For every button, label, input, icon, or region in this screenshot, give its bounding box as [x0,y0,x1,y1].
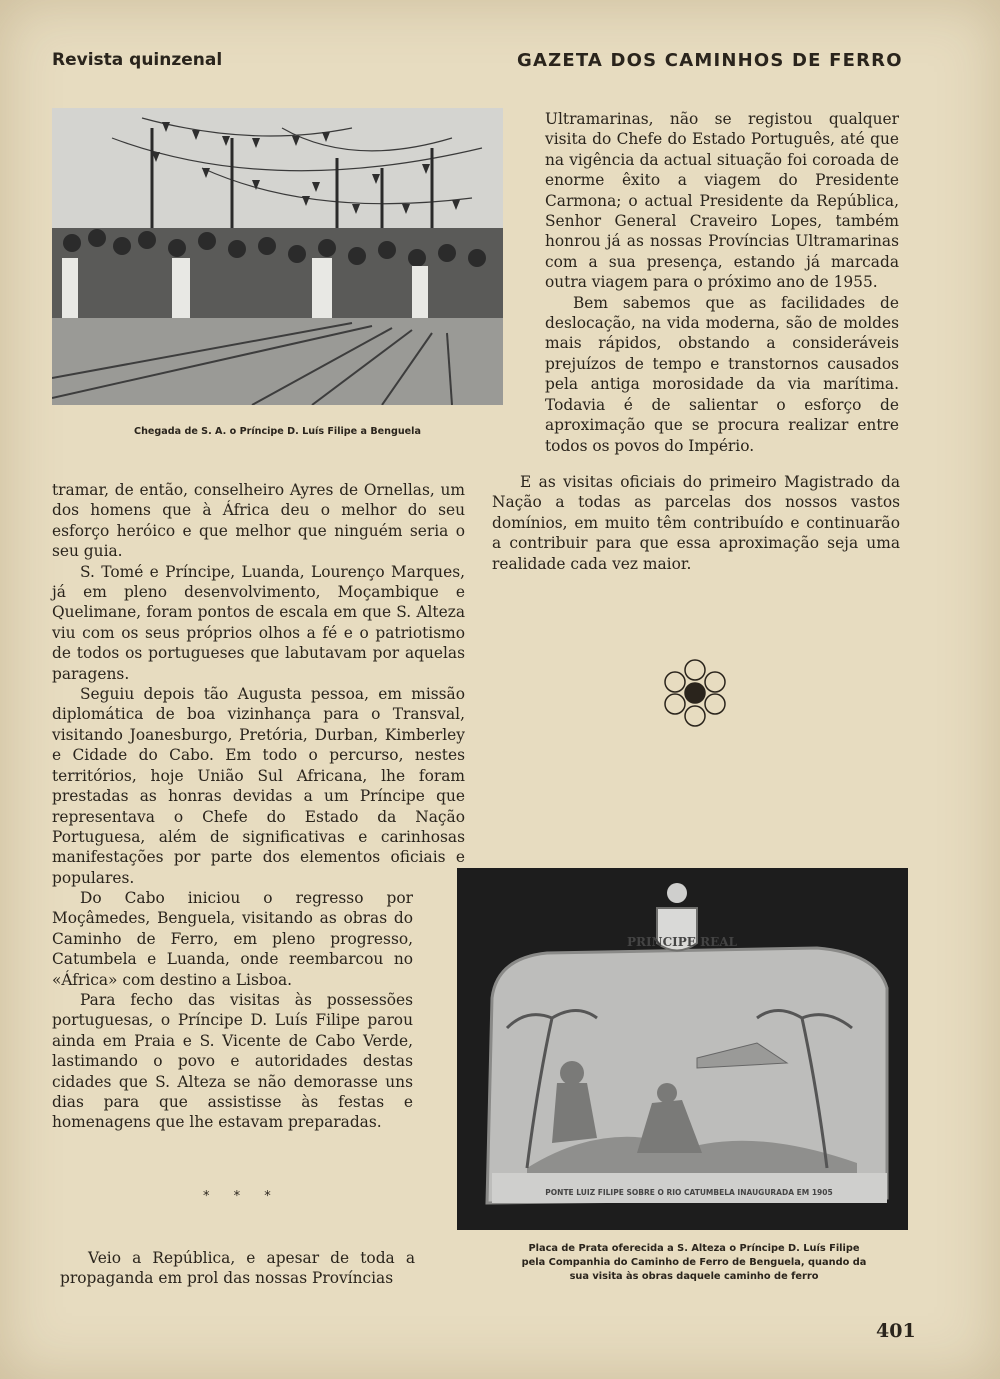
paragraph: tramar, de então, conselheiro Ayres de Ornellas, um dos homens que à África deu o melhor do seu esforço heróico e que melhor que ninguém seria o seu guia. [52,481,465,561]
running-header-right: GAZETA DOS CAMINHOS DE FERRO [517,50,903,71]
right-column-lower [492,472,900,574]
photo-caption: Chegada de S. A. o Príncipe D. Luís Filipe a Benguela [134,426,421,437]
paragraph: Veio a República, e apesar de toda a propaganda em prol das nossas Províncias [60,1249,415,1288]
bottom-left-paragraph [60,1248,415,1289]
paragraph: S. Tomé e Príncipe, Luanda, Lourenço Marques, já em pleno desenvolvimento, Moçambique e Quelimane, foram pontos de escala em que S. Alteza viu com os seus próprios olhos a fé e o patriotismo de todos os portugueses que labutavam por aquelas paragens. [52,562,465,683]
silver-plaque-photo [457,868,908,1230]
page-number: 401 [876,1320,916,1342]
paragraph: Bem sabemos que as facilidades de deslocação, na vida moderna, são de moldes mais rápidos, obstando a consideráveis prejuízos de tempo e transtornos causados pela antiga morosidade da via marítima. Todavia é de salientar o esforço de aproximação que se procura realizar entre todos os povos do Império. [545,293,899,455]
plaque-caption: Placa de Prata oferecida a S. Alteza o Príncipe D. Luís Filipe pela Companhia do Caminho de Ferro de Benguela, quando da sua visita às obras daquele caminho de ferro [521,1243,867,1282]
plaque-top-text: PRINCIPE REAL [627,935,737,949]
right-column-upper [545,109,899,456]
section-separator: * * * [203,1189,281,1204]
paragraph: Ultramarinas, não se registou qualquer visita do Chefe do Estado Português, até que na vigência da actual situação foi coroada de enorme êxito a viagem do Presidente Carmona; o actual Presidente da República, Senhor General Craveiro Lopes, também honrou já as nossas Províncias Ultramarinas com a sua presença, estando já marcada outra viagem para o próximo ano de 1955. [545,110,899,292]
paragraph: Para fecho das visitas às possessões portuguesas, o Príncipe D. Luís Filipe parou ainda em Praia e S. Vicente de Cabo Verde, lastimando o povo e autoridades destas cidades que S. Alteza se não demorasse uns dias para que assistisse às festas e homenagens que lhe estavam preparadas. [52,991,413,1132]
decorative-rosette-icon [656,654,734,732]
arrival-photo [52,108,503,405]
left-column-continued [52,888,413,1133]
paragraph: E as visitas oficiais do primeiro Magistrado da Nação a todas as parcelas dos nossos vastos domínios, em muito têm contribuído e continuarão a contribuir para que essa aproximação seja uma realidade cada vez maior. [492,473,900,573]
paragraph: Do Cabo iniciou o regresso por Moçâmedes, Benguela, visitando as obras do Caminho de Ferro, em pleno progresso, Catumbela e Luanda, onde reembarcou no «África» com destino a Lisboa. [52,889,413,989]
arrival-photo-image [52,108,503,405]
left-column-body [52,480,465,888]
silver-plaque-image [457,868,908,1230]
running-header-left: Revista quinzenal [52,50,223,70]
plaque-bottom-text: PONTE LUIZ FILIPE SOBRE O RIO CATUMBELA INAUGURADA EM 1905 [545,1188,833,1197]
paragraph: Seguiu depois tão Augusta pessoa, em missão diplomática de boa vizinhança para o Transval, visitando Joanesburgo, Pretória, Durban, Kimberley e Cidade do Cabo. Em todo o percurso, nestes territórios, hoje União Sul Africana, lhe foram prestadas as honras devidas a um Príncipe que representava o Chefe do Estado da Nação Portuguesa, além de significativas e carinhosas manifestações por parte dos elementos oficiais e populares. [52,685,465,887]
